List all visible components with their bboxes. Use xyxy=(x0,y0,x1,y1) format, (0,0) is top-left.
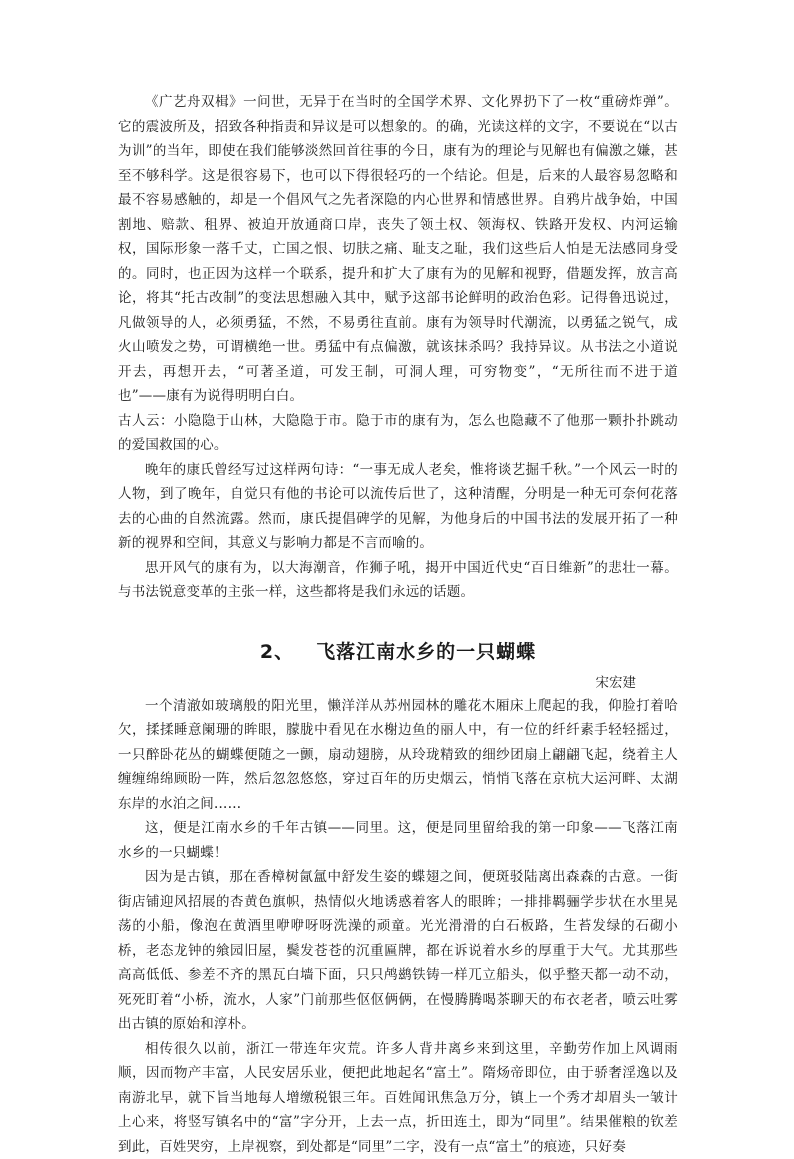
section-title: 飞落江南水乡的一只蝴蝶 xyxy=(316,641,536,663)
paragraph: 一个清澈如玻璃般的阳光里，懒洋洋从苏州园林的雕花木厢床上爬起的我，仰脸打着哈欠，揉揉睡意阑珊的眸眼，朦胧中看见在水榭边鱼的丽人中，有一位的纤纤素手轻轻摇过，一只醉卧花丛的蝴蝶便随之一颤，扇动翅膀，从玲珑精致的细纱团扇上翩翩飞起，绕着主人缠缠绵绵顾盼一阵，然后忽忽悠悠，穿过百年的历史烟云，悄悄飞落在京杭大运河畔、太湖东岸的水泊之间…… xyxy=(118,694,678,817)
paragraph: 相传很久以前，浙江一带连年灾荒。许多人背井离乡来到这里，辛勤劳作加上风调雨顺，因而物产丰富，人民安居乐业，便把此地起名“富土”。隋炀帝即位，由于骄奢淫逸以及南游北早，就下旨当地每人增缴税银三年。百姓闻讯焦急万分，镇上一个秀才却眉头一皱计上心来，将竖写镇名中的“富”字分开，上去一点，折田连土，即为“同里”。结果催粮的钦差到此，百姓哭穷，上岸视察，到处都是“同里”二字，没有一点“富土”的痕迹，只好奏 xyxy=(118,1037,678,1159)
paragraph: 晚年的康氏曾经写过这样两句诗：“一事无成人老矣，惟将谈艺掘千秋。”一个风云一时的人物，到了晚年，自觉只有他的书论可以流传后世了，这种清醒，分明是一种无可奈何花落去的心曲的自然流露。然而，康氏提倡碑学的见解，为他身后的中国书法的发展开拓了一种新的视界和空间，其意义与影响力都是不言而喻的。 xyxy=(118,458,678,556)
paragraph: 这，便是江南水乡的千年古镇——同里。这，便是同里留给我的第一印象——飞落江南水乡的一只蝴蝶！ xyxy=(118,816,678,865)
paragraph: 因为是古镇，那在香樟树氤氲中舒发生姿的蝶翅之间，便斑驳陆离出森森的古意。一街街店铺迎风招展的杏黄色旗帜，热情似火地诱惑着客人的眼眸；一排排羁骊学步状在水里晃荡的小船，像泡在黄酒里咿咿呀呀洗澡的顽童。光光滑滑的白石板路，生苔发绿的石砌小桥，老态龙钟的飨园旧屋，鬓发苍苍的沉重匾牌，都在诉说着水乡的厚重于大气。尤其那些高高低低、参差不齐的黑瓦白墙下面，只只鸬鹚铁铸一样兀立船头，似乎整天都一动不动，死死盯着“小桥，流水，人家”门前那些伛伛俩俩，在慢腾腾喝茶聊天的布衣老者，喷云吐雾出古镇的原始和淳朴。 xyxy=(118,865,678,1037)
section-number: 2、 xyxy=(260,641,294,663)
paragraph: 《广艺舟双楫》一问世，无异于在当时的全国学术界、文化界扔下了一枚“重磅炸弹”。它的震波所及，招致各种指责和异议是可以想象的。的确，光读这样的文字，不要说在“以古为训”的当年，即使在我们能够淡然回首往事的今日，康有为的理论与见解也有偏激之嫌，甚至不够科学。这是很容易下，也可以下得很轻巧的一个结论。但是，后来的人最容易忽略和最不容易感触的，却是一个倡风气之先者深隐的内心世界和情感世界。自鸦片战争始，中国割地、赔款、租界、被迫开放通商口岸，丧失了领土权、领海权、铁路开发权、内河运输权，国际形象一落千丈，亡国之恨、切肤之痛、耻支之耻，我们这些后人怕是无法感同身受的。同时，也正因为这样一个联系，提升和扩大了康有为的见解和视野，借题发挥，放言高论，将其“托古改制”的变法思想融入其中，赋予这部书论鲜明的政治色彩。记得鲁迅说过，凡做领导的人，必须勇猛，不然，不易勇往直前。康有为领导时代潮流，以勇猛之锐气，成火山喷发之势，可谓横绝一世。勇猛中有点偏激，就该抹杀吗？我持异议。从书法之小道说开去，再想开去，“可著圣道，可发王制，可洞人理，可穷物变”，“无所往而不进于道也”——康有为说得明明白白。 xyxy=(118,90,678,409)
author-name: 宋宏建 xyxy=(118,672,636,694)
section-heading xyxy=(118,637,678,664)
document-body xyxy=(118,90,678,1159)
paragraph: 古人云：小隐隐于山林，大隐隐于市。隐于市的康有为，怎么也隐藏不了他那一颗扑扑跳动的爱国救国的心。 xyxy=(118,409,678,458)
paragraph: 思开风气的康有为，以大海潮音，作狮子吼，揭开中国近代史“百日维新”的悲壮一幕。与书法锐意变革的主张一样，这些都将是我们永远的话题。 xyxy=(118,556,678,605)
